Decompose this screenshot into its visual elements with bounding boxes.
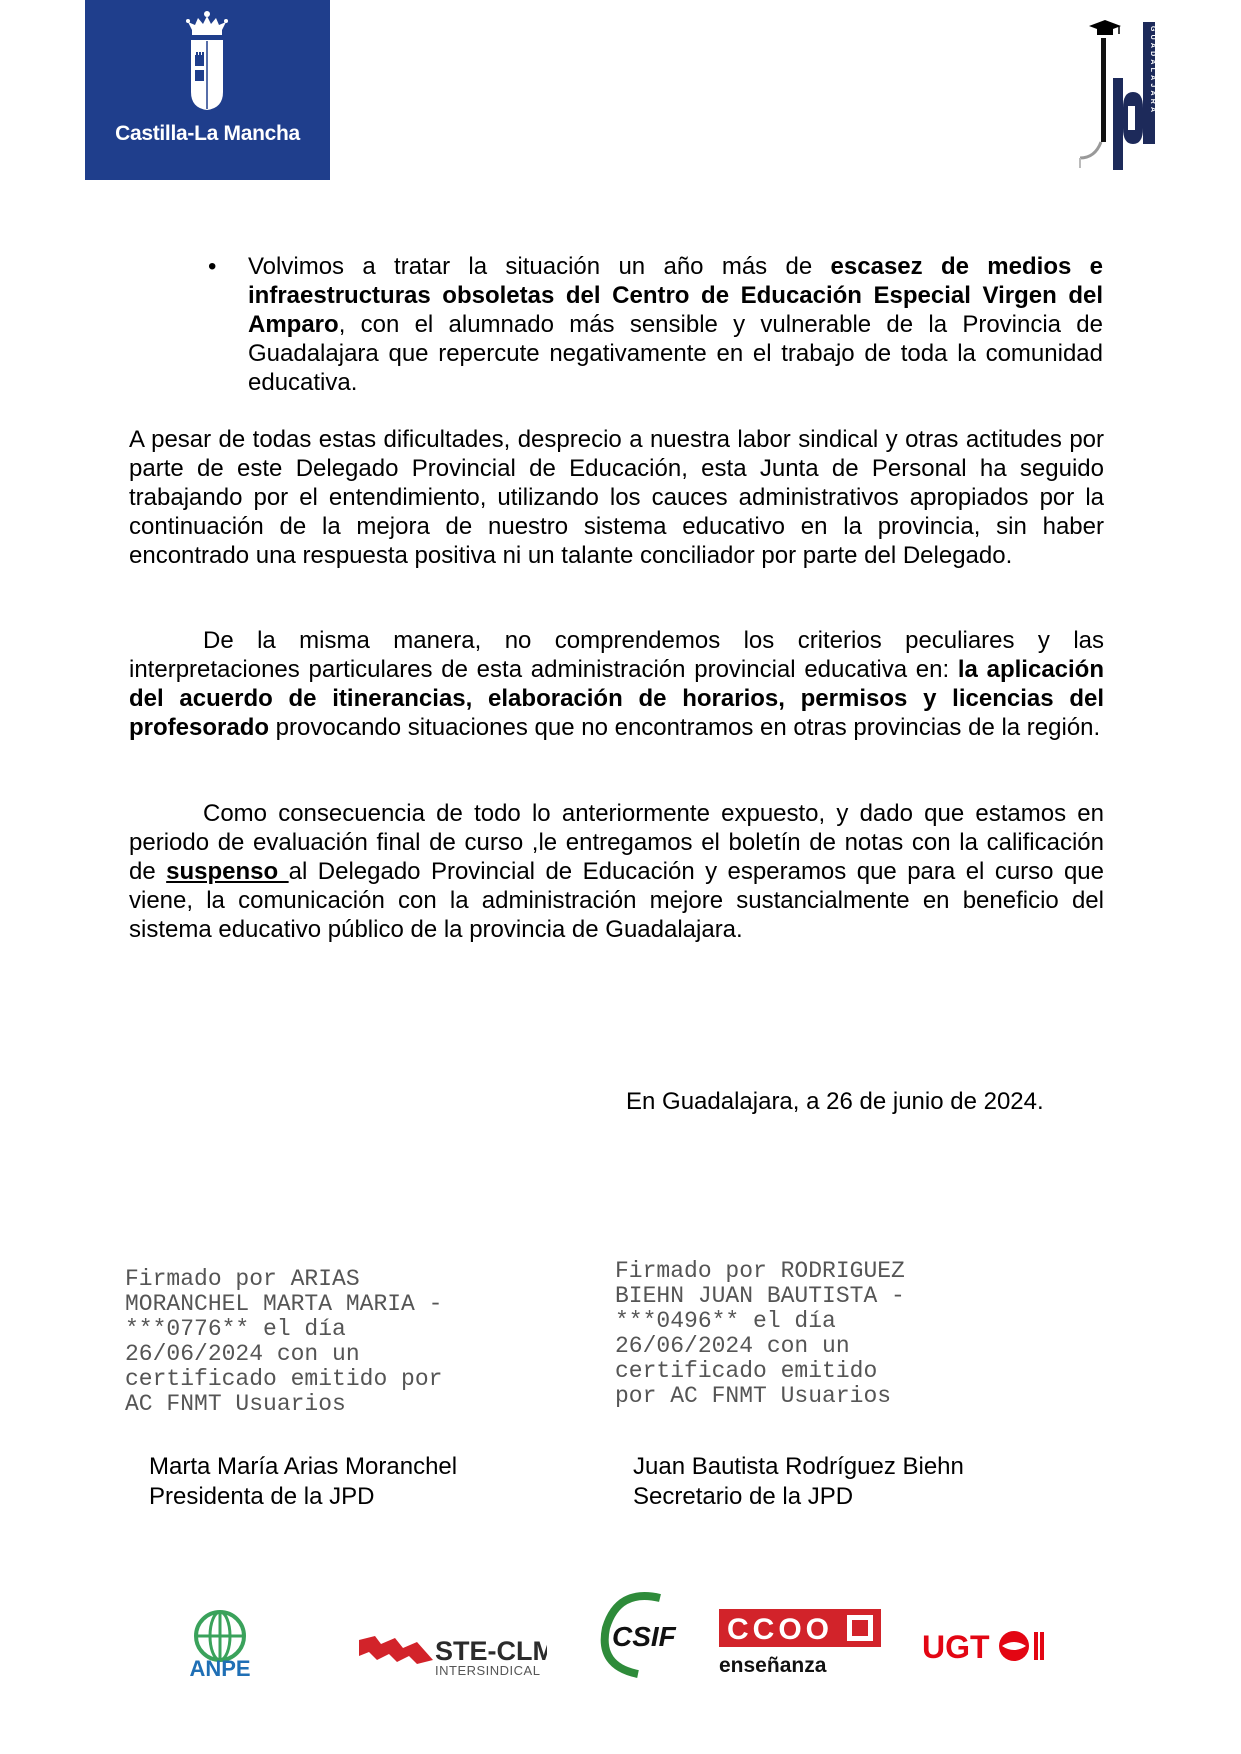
ccoo-red-block-icon	[719, 1607, 881, 1679]
paragraph-2-bold-text: la aplicación del acuerdo de itinerancias, elaboración de horarios, permisos y licencias del profesorado	[129, 656, 1105, 741]
ugt-handshake-icon	[922, 1622, 1052, 1672]
jpd-guadalajara-logo	[1075, 18, 1175, 170]
suspenso-underlined-text: suspenso	[166, 858, 289, 885]
digital-signature-stamp-right: Firmado por RODRIGUEZ BIEHN JUAN BAUTISTA - ***0496** el día 26/06/2024 con un certificado emitido por AC FNMT Usuarios	[615, 1258, 905, 1409]
ugt-text: UGT	[922, 1629, 990, 1665]
signer-left	[149, 1452, 457, 1512]
paragraph-1	[129, 425, 1104, 570]
paragraph-2-text-1: De la misma manera, no comprendemos los criterios peculiares y las interpretaciones particulares de esta administración provincial educativa en:	[129, 627, 1104, 683]
ugt-logo	[922, 1622, 1052, 1672]
digital-signature-stamp-left: Firmado por ARIAS MORANCHEL MARTA MARIA - ***0776** el día 26/06/2024 con un certificado emitido por AC FNMT Usuarios	[125, 1266, 443, 1417]
signer-right-role: Secretario de la JPD	[633, 1483, 854, 1510]
anpe-text: ANPE	[189, 1656, 251, 1678]
ccoo-ensenanza-text: enseñanza	[719, 1654, 827, 1677]
paragraph-3-text-1: Como consecuencia de todo lo anteriormente expuesto, y dado que estamos en periodo de evaluación final de curso ,le entregamos el boletín de notas con la calificación de	[129, 800, 1104, 885]
csif-text: CSIF	[612, 1621, 676, 1652]
jpd-graduation-cap-logo	[1075, 18, 1175, 170]
ste-intersindical-text: INTERSINDICAL	[435, 1663, 541, 1678]
paragraph-1-text: A pesar de todas estas dificultades, desprecio a nuestra labor sindical y otras actitudes por parte de este Delegado Provincial de Educación, esta Junta de Personal ha seguido trabajando por el entendimiento, utilizando los cauces administrativos apropiados por la continuación de la mejora de nuestro sistema educativo en la provincia, sin haber encontrado una respuesta positiva ni un talante conciliador por parte del Delegado.	[129, 426, 1104, 569]
anpe-globe-icon	[180, 1608, 260, 1678]
paragraph-2	[129, 626, 1104, 742]
signer-right-name: Juan Bautista Rodríguez Biehn	[633, 1453, 964, 1480]
guadalajara-vertical-text: GUADALAJARA	[1149, 26, 1156, 116]
bullet-text-2: , con el alumnado más sensible y vulnerable de la Provincia de Guadalajara que repercute negativamente en el trabajo de toda la comunidad educativa.	[248, 311, 1103, 396]
anpe-logo	[180, 1608, 260, 1678]
footer-union-logos	[0, 1580, 1241, 1690]
ccoo-ensenanza-logo	[719, 1607, 881, 1679]
signing-date: En Guadalajara, a 26 de junio de 2024.	[626, 1088, 1044, 1115]
bullet-bold-text: escasez de medios e infraestructuras obsoletas del Centro de Educación Especial Virgen del Amparo	[248, 253, 1104, 338]
ccoo-text: CCOO	[727, 1613, 833, 1646]
ste-clm-logo	[357, 1630, 547, 1680]
signer-left-name: Marta María Arias Moranchel	[149, 1453, 458, 1480]
ste-clm-flag-icon	[357, 1630, 547, 1680]
bullet-icon: •	[208, 253, 217, 280]
bullet-text-1: Volvimos a tratar la situación un año más de	[248, 253, 831, 280]
csif-swoosh-icon	[598, 1588, 683, 1678]
csif-logo	[598, 1588, 683, 1678]
castilla-la-mancha-logo	[85, 0, 330, 180]
paragraph-3	[129, 799, 1104, 944]
paragraph-3-text-2: al Delegado Provincial de Educación y esperamos que para el curso que viene, la comunicación con la administración mejore sustancialmente en beneficio del sistema educativo público de la provincia de Guadalajara.	[129, 858, 1104, 943]
castilla-la-mancha-name: Castilla-La Mancha	[115, 122, 300, 145]
signer-left-role: Presidenta de la JPD	[149, 1483, 375, 1510]
signer-right	[633, 1452, 964, 1512]
paragraph-2-text-2: provocando situaciones que no encontramos en otras provincias de la región.	[269, 714, 1101, 741]
bullet-paragraph	[208, 252, 1103, 397]
crown-shield-icon	[85, 0, 330, 120]
ste-clm-text: STE-CLM	[435, 1636, 547, 1666]
